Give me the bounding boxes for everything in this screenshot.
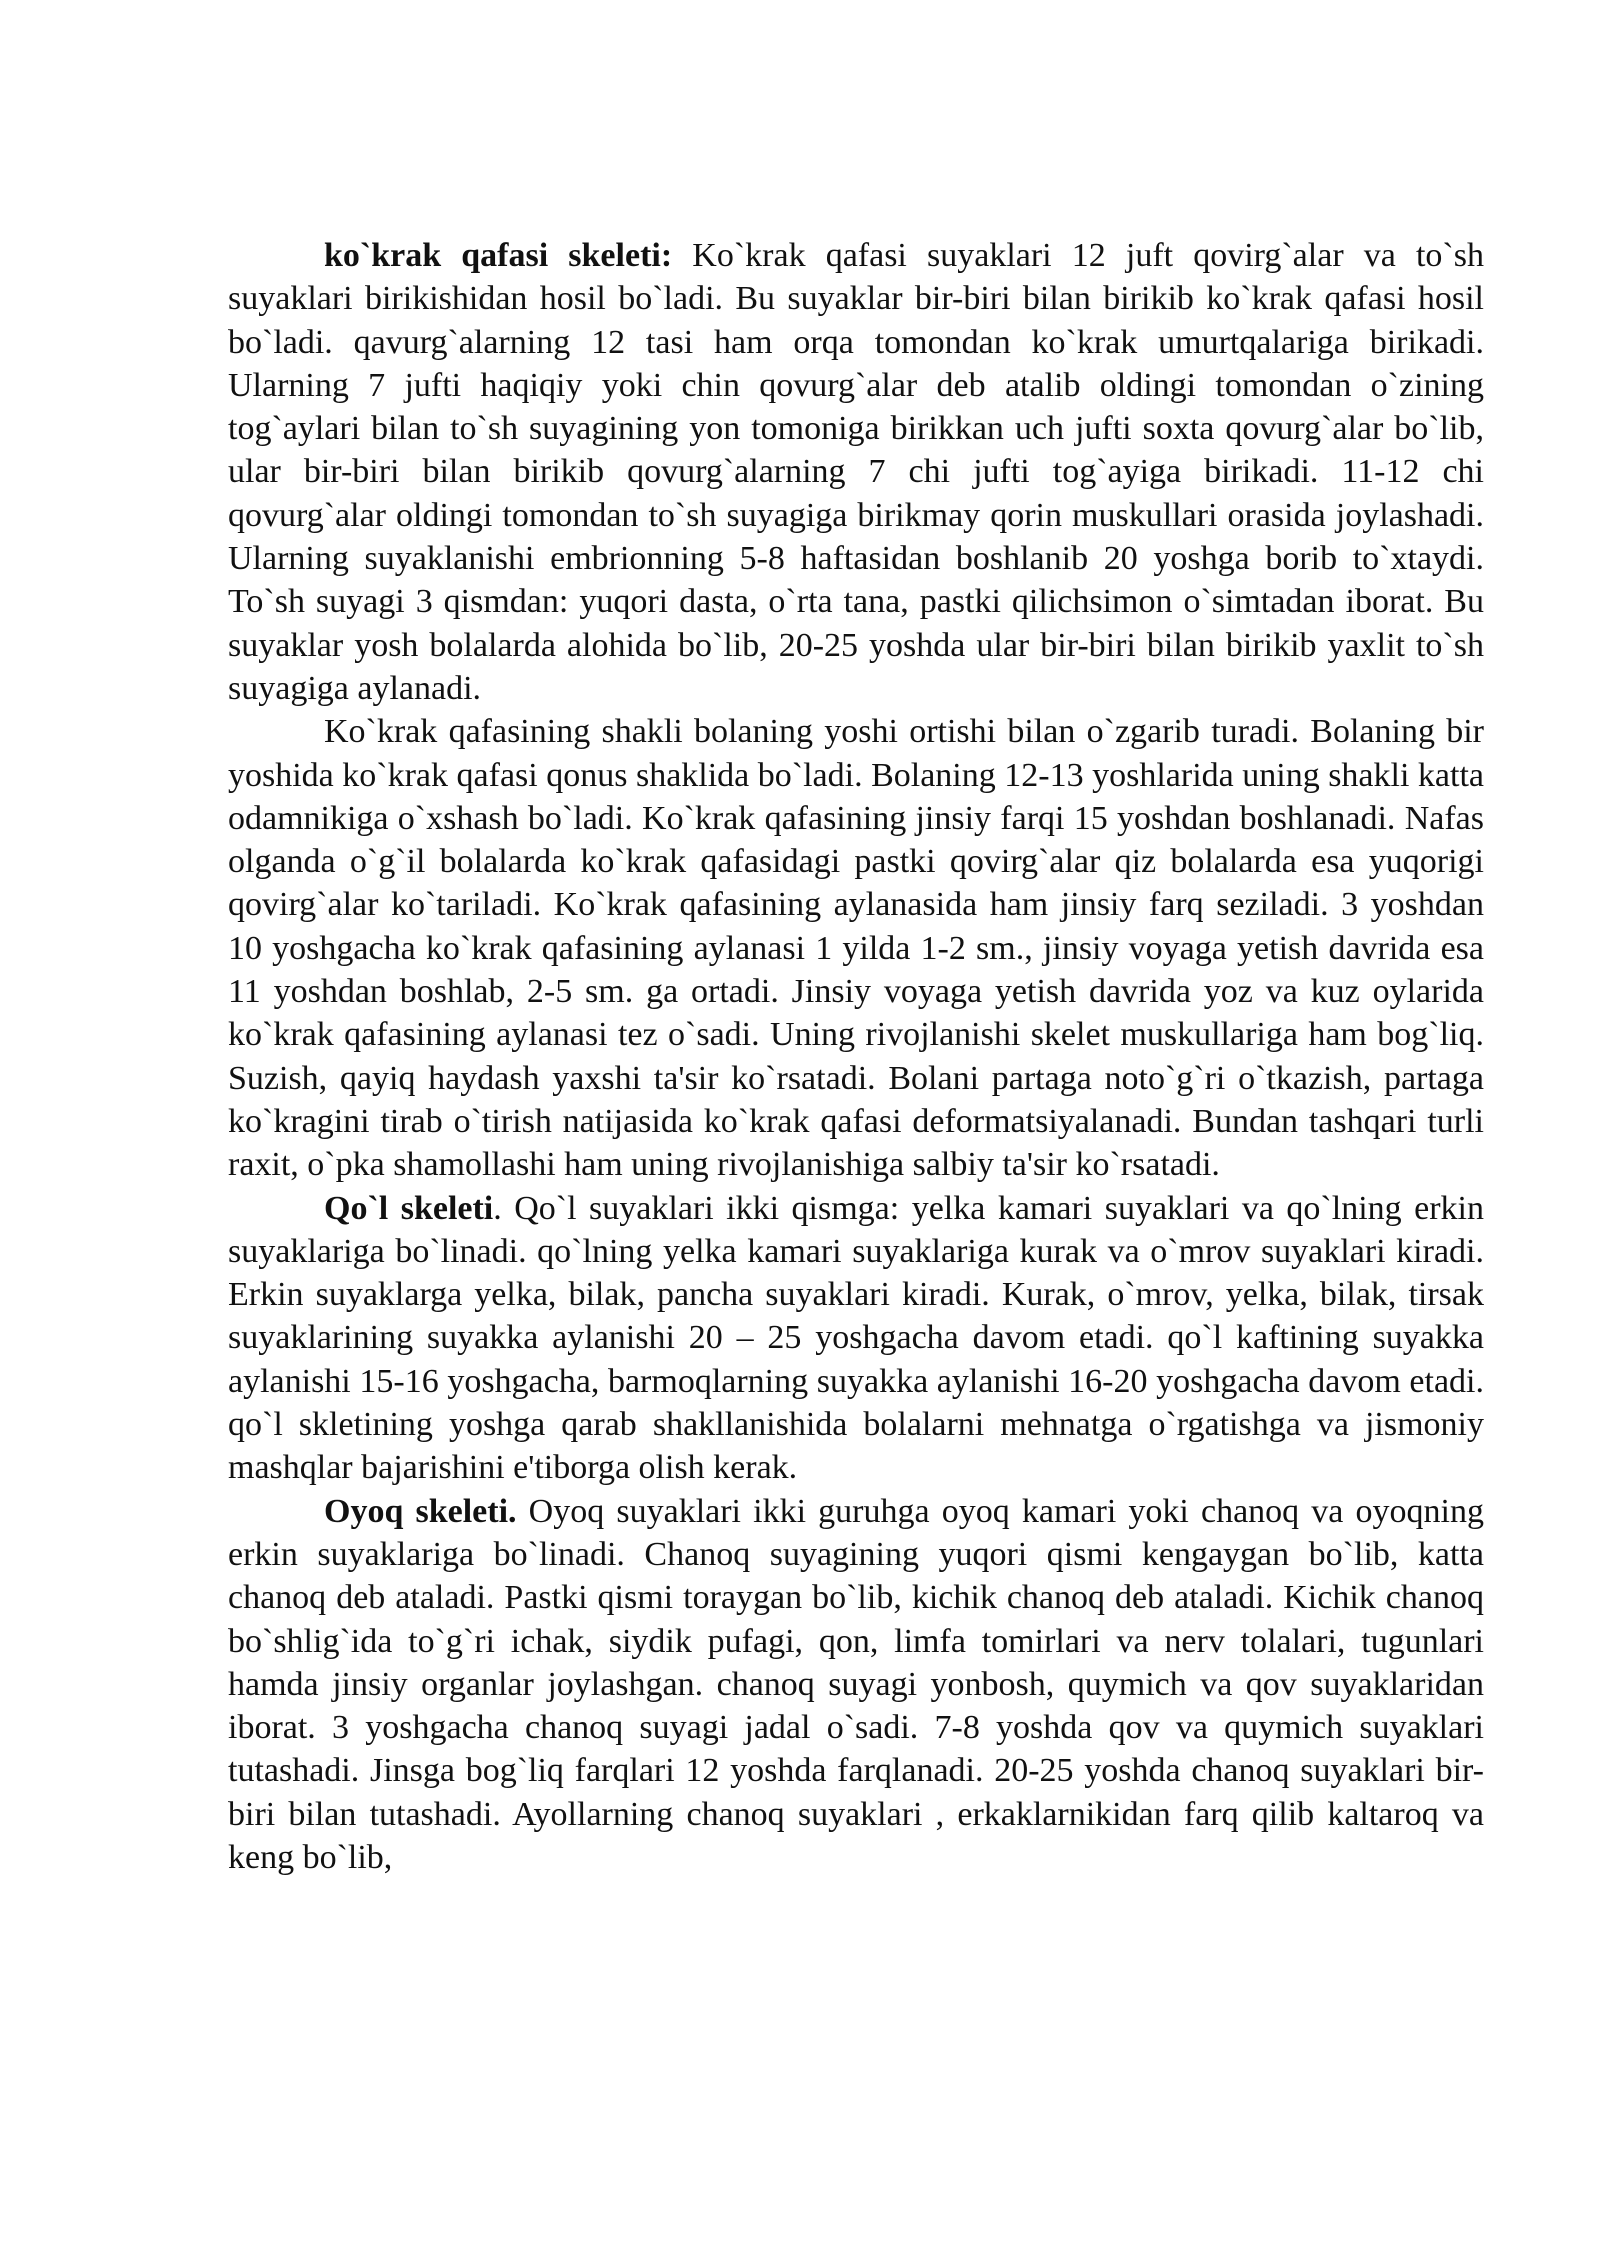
paragraph-body: . Qo`l suyaklari ikki qismga: yelka kamari suyaklari va qo`lning erkin suyaklariga bo`linadi. qo`lning yelka kamari suyaklariga kurak va o`mrov suyaklari kiradi. Erkin suyaklarga yelka, bilak, pancha suyaklari kiradi. Kurak, o`mrov, yelka, bilak, tirsak suyaklarining suyakka aylanishi 20 – 25 yoshgacha davom etadi. qo`l kaftining suyakka aylanishi 15-16 yoshgacha, barmoqlarning suyakka aylanishi 16-20 yoshgacha davom etadi. qo`l skletining yoshga qarab shakllanishida bolalarni mehnatga o`rgatishga va jismoniy mashqlar bajarishini e'tiborga olish kerak.: [228, 1189, 1484, 1487]
paragraph-chest-skeleton: [228, 234, 1484, 710]
paragraph-leg-skeleton: [228, 1490, 1484, 1880]
heading-chest-skeleton: ko`krak qafasi skeleti:: [324, 237, 673, 274]
heading-leg-skeleton: Oyoq skeleti.: [324, 1492, 517, 1530]
document-page: [228, 234, 1484, 1879]
paragraph-arm-skeleton: [228, 1187, 1484, 1490]
paragraph-chest-shape: [228, 710, 1484, 1186]
paragraph-body: Ko`krak qafasining shakli bolaning yoshi ortishi bilan o`zgarib turadi. Bolaning bir yoshida ko`krak qafasi qonus shaklida bo`ladi. Bolaning 12-13 yoshlarida uning shakli katta odamnikiga o`xshash bo`ladi. Ko`krak qafasining jinsiy farqi 15 yoshdan boshlanadi. Nafas olganda o`g`il bolalarda ko`krak qafasidagi pastki qovirg`alar qiz bolalarda esa yuqorigi qovirg`alar ko`tariladi. Ko`krak qafasining aylanasida ham jinsiy farq seziladi. 3 yoshdan 10 yoshgacha ko`krak qafasining aylanasi 1 yilda 1-2 sm., jinsiy voyaga yetish davrida esa 11 yoshdan boshlab, 2-5 sm. ga ortadi. Jinsiy voyaga yetish davrida yoz va kuz oylarida ko`krak qafasining aylanasi tez o`sadi. Uning rivojlanishi skelet muskullariga ham bog`liq. Suzish, qayiq haydash yaxshi ta'sir ko`rsatadi. Bolani partaga noto`g`ri o`tkazish, partaga ko`kragini tirab o`tirish natijasida ko`krak qafasi deformatsiyalanadi. Bundan tashqari turli raxit, o`pka shamollashi ham uning rivojlanishiga salbiy ta'sir ko`rsatadi.: [228, 713, 1484, 1184]
paragraph-body: Ko`krak qafasi suyaklari 12 juft qovirg`alar va to`sh suyaklari birikishidan hosil bo`ladi. Bu suyaklar bir-biri bilan birikib ko`krak qafasi hosil bo`ladi. qavurg`alarning 12 tasi ham orqa tomondan ko`krak umurtqalariga birikadi. Ularning 7 jufti haqiqiy yoki chin qovurg`alar deb atalib oldingi tomondan o`zining tog`aylari bilan to`sh suyagining yon tomoniga birikkan uch jufti soxta qovurg`alar bo`lib, ular bir-biri bilan birikib qovurg`alarning 7 chi jufti tog`ayiga birikadi. 11-12 chi qovurg`alar oldingi tomondan to`sh suyagiga birikmay qorin muskullari orasida joylashadi. Ularning suyaklanishi embrionning 5-8 haftasidan boshlanib 20 yoshga borib to`xtaydi. To`sh suyagi 3 qismdan: yuqori dasta, o`rta tana, pastki qilichsimon o`simtadan iborat. Bu suyaklar yosh bolalarda alohida bo`lib, 20-25 yoshda ular bir-biri bilan birikib yaxlit to`sh suyagiga aylanadi.: [228, 237, 1484, 707]
heading-arm-skeleton: Qo`l skeleti: [324, 1189, 494, 1227]
paragraph-body: Oyoq suyaklari ikki guruhga oyoq kamari yoki chanoq va oyoqning erkin suyaklariga bo`linadi. Chanoq suyagining yuqori qismi kengaygan bo`lib, katta chanoq deb ataladi. Pastki qismi toraygan bo`lib, kichik chanoq deb ataladi. Kichik chanoq bo`shlig`ida to`g`ri ichak, siydik pufagi, qon, limfa tomirlari va nerv tolalari, tugunlari hamda jinsiy organlar joylashgan. chanoq suyagi yonbosh, quymich va qov suyaklaridan iborat. 3 yoshgacha chanoq suyagi jadal o`sadi. 7-8 yoshda qov va quymich suyaklari tutashadi. Jinsga bog`liq farqlari 12 yoshda farqlanadi. 20-25 yoshda chanoq suyaklari bir-biri bilan tutashadi. Ayollarning chanoq suyaklari , erkaklarnikidan farq qilib kaltaroq va keng bo`lib,: [228, 1492, 1484, 1876]
